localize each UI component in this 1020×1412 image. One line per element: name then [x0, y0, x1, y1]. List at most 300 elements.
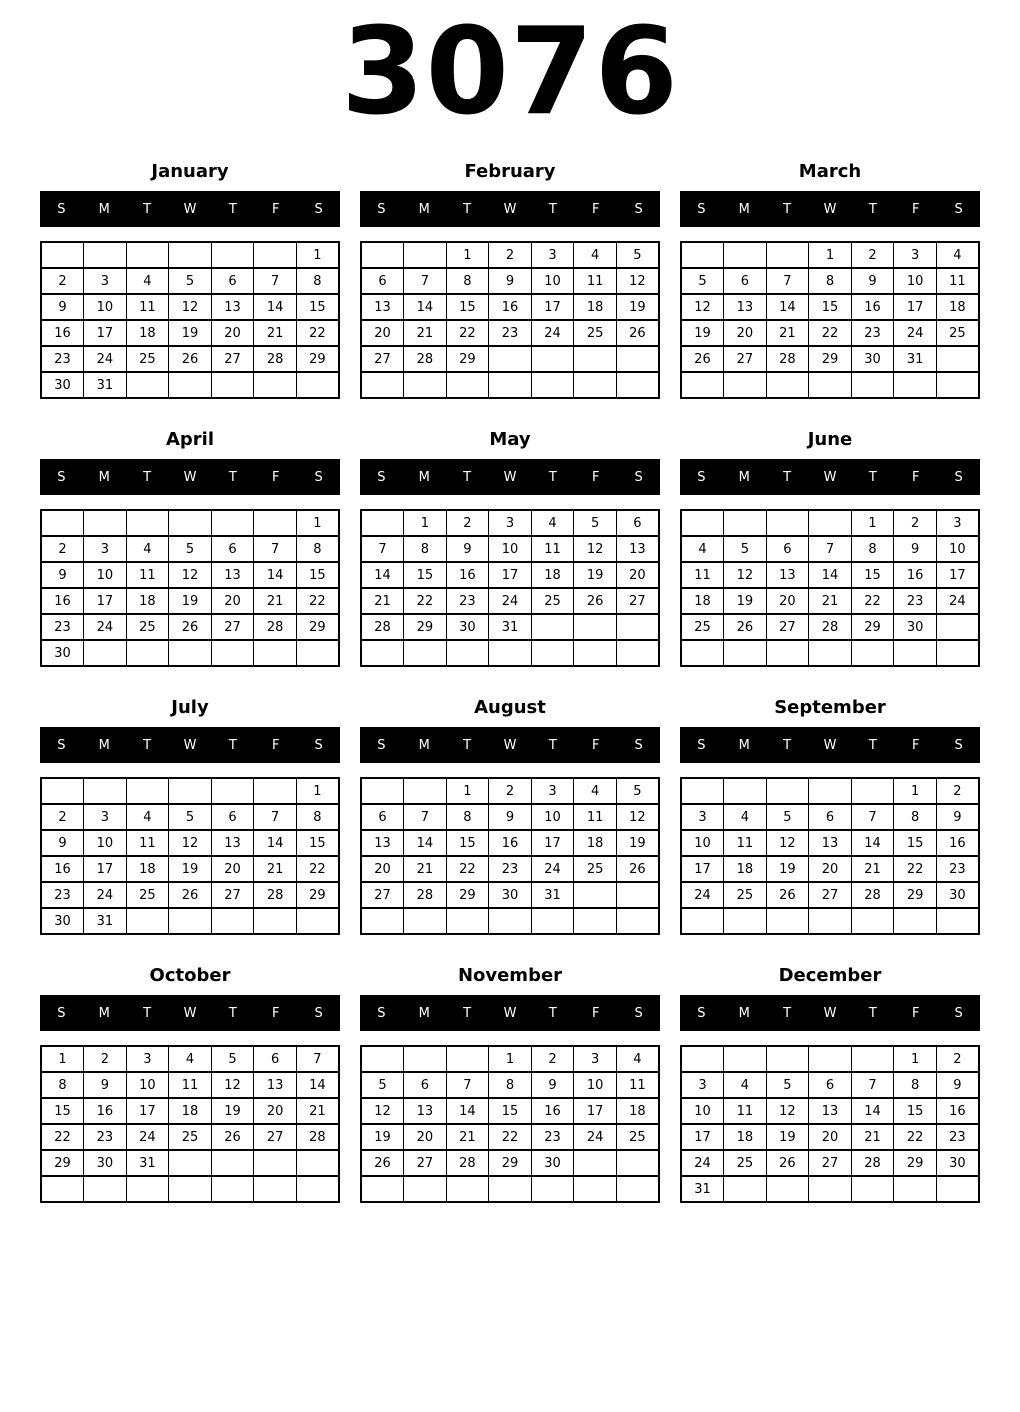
date-cell: 20 [211, 320, 254, 346]
date-cell: 2 [489, 242, 532, 268]
date-cell: 26 [169, 346, 212, 372]
date-cell: 22 [489, 1124, 532, 1150]
empty-date-cell [211, 242, 254, 268]
date-cell: 17 [681, 1124, 724, 1150]
date-cell: 25 [724, 1150, 767, 1176]
months-grid [40, 157, 980, 1203]
date-cell: 13 [211, 830, 254, 856]
empty-date-cell [574, 1176, 617, 1202]
date-cell: 20 [809, 1124, 852, 1150]
date-cell: 25 [616, 1124, 659, 1150]
weekday-cell: T [783, 469, 792, 485]
date-cell: 12 [169, 294, 212, 320]
date-cell: 25 [574, 320, 617, 346]
month-grid [680, 1045, 980, 1203]
date-cell: 18 [531, 562, 574, 588]
date-cell: 24 [84, 882, 127, 908]
date-cell: 12 [169, 830, 212, 856]
date-cell: 1 [489, 1046, 532, 1072]
date-cell: 10 [489, 536, 532, 562]
date-cell: 11 [616, 1072, 659, 1098]
date-cell: 15 [489, 1098, 532, 1124]
date-cell: 17 [574, 1098, 617, 1124]
date-cell: 3 [681, 1072, 724, 1098]
date-cell: 1 [296, 242, 339, 268]
empty-date-cell [616, 372, 659, 398]
week-row [41, 510, 339, 536]
weekday-header [360, 995, 660, 1031]
date-cell: 9 [41, 830, 84, 856]
month-title: May [489, 429, 531, 450]
week-row [41, 536, 339, 562]
month-june [680, 425, 980, 667]
weekday-cell: S [954, 469, 963, 485]
weekday-cell: T [783, 1005, 792, 1021]
date-cell: 19 [616, 830, 659, 856]
date-cell: 9 [936, 804, 979, 830]
date-cell: 14 [404, 294, 447, 320]
date-cell: 11 [724, 1098, 767, 1124]
empty-date-cell [254, 1176, 297, 1202]
date-cell: 1 [809, 242, 852, 268]
week-row [41, 1124, 339, 1150]
weekday-cell: F [271, 201, 280, 217]
date-cell: 2 [851, 242, 894, 268]
empty-date-cell [361, 242, 404, 268]
date-cell: 7 [254, 536, 297, 562]
weekday-cell: T [143, 201, 152, 217]
date-cell: 4 [936, 242, 979, 268]
date-cell: 18 [681, 588, 724, 614]
empty-date-cell [254, 908, 297, 934]
date-cell: 27 [724, 346, 767, 372]
date-cell: 9 [489, 268, 532, 294]
date-cell: 25 [126, 614, 169, 640]
week-row [41, 268, 339, 294]
week-row [41, 778, 339, 804]
date-cell: 11 [574, 268, 617, 294]
month-title: September [774, 697, 886, 718]
date-cell: 2 [446, 510, 489, 536]
empty-date-cell [809, 640, 852, 666]
date-cell: 3 [894, 242, 937, 268]
date-cell: 18 [126, 856, 169, 882]
date-cell: 18 [126, 588, 169, 614]
month-november [360, 961, 660, 1203]
date-cell: 7 [809, 536, 852, 562]
week-row [361, 856, 659, 882]
date-cell: 1 [894, 778, 937, 804]
weekday-cell: S [634, 737, 643, 753]
date-cell: 12 [211, 1072, 254, 1098]
date-cell: 5 [211, 1046, 254, 1072]
empty-date-cell [724, 1046, 767, 1072]
date-cell: 19 [766, 1124, 809, 1150]
week-row [361, 778, 659, 804]
date-cell: 26 [169, 614, 212, 640]
date-cell: 10 [84, 562, 127, 588]
weekday-header [360, 727, 660, 763]
week-row [41, 320, 339, 346]
date-cell: 15 [296, 294, 339, 320]
empty-date-cell [531, 372, 574, 398]
date-cell: 6 [361, 804, 404, 830]
date-cell: 20 [766, 588, 809, 614]
weekday-cell: T [143, 469, 152, 485]
week-row [361, 882, 659, 908]
weekday-header [360, 459, 660, 495]
weekday-cell: M [98, 201, 110, 217]
date-cell: 21 [254, 856, 297, 882]
date-cell: 9 [41, 562, 84, 588]
month-title: December [778, 965, 882, 986]
date-cell: 7 [296, 1046, 339, 1072]
week-row [361, 588, 659, 614]
date-cell: 24 [531, 856, 574, 882]
date-cell: 26 [574, 588, 617, 614]
empty-date-cell [126, 510, 169, 536]
date-cell: 23 [41, 882, 84, 908]
week-row [681, 346, 979, 372]
week-row [681, 372, 979, 398]
date-cell: 11 [936, 268, 979, 294]
week-row [41, 372, 339, 398]
date-cell: 16 [936, 1098, 979, 1124]
weekday-header [40, 191, 340, 227]
date-cell: 7 [404, 804, 447, 830]
empty-date-cell [531, 908, 574, 934]
date-cell: 14 [404, 830, 447, 856]
week-row [361, 1150, 659, 1176]
date-cell: 9 [489, 804, 532, 830]
date-cell: 4 [681, 536, 724, 562]
date-cell: 3 [489, 510, 532, 536]
empty-date-cell [84, 1176, 127, 1202]
date-cell: 21 [254, 588, 297, 614]
date-cell: 17 [84, 588, 127, 614]
date-cell: 2 [41, 536, 84, 562]
month-september [680, 693, 980, 935]
date-cell: 25 [574, 856, 617, 882]
date-cell: 17 [489, 562, 532, 588]
week-row [361, 1046, 659, 1072]
date-cell: 23 [41, 614, 84, 640]
date-cell: 5 [766, 804, 809, 830]
date-cell: 8 [41, 1072, 84, 1098]
date-cell: 29 [404, 614, 447, 640]
month-may [360, 425, 660, 667]
empty-date-cell [84, 242, 127, 268]
weekday-cell: S [377, 1005, 386, 1021]
empty-date-cell [446, 908, 489, 934]
month-july [40, 693, 340, 935]
weekday-cell: F [911, 1005, 920, 1021]
empty-date-cell [681, 908, 724, 934]
date-cell: 23 [936, 856, 979, 882]
empty-date-cell [404, 778, 447, 804]
date-cell: 5 [766, 1072, 809, 1098]
date-cell: 27 [809, 882, 852, 908]
date-cell: 4 [574, 242, 617, 268]
empty-date-cell [169, 372, 212, 398]
date-cell: 29 [809, 346, 852, 372]
date-cell: 31 [894, 346, 937, 372]
week-row [41, 294, 339, 320]
date-cell: 28 [446, 1150, 489, 1176]
empty-date-cell [681, 372, 724, 398]
empty-date-cell [851, 1176, 894, 1202]
date-cell: 17 [894, 294, 937, 320]
date-cell: 6 [809, 804, 852, 830]
date-cell: 29 [296, 614, 339, 640]
empty-date-cell [489, 640, 532, 666]
date-cell: 25 [936, 320, 979, 346]
date-cell: 18 [724, 856, 767, 882]
week-row [361, 562, 659, 588]
date-cell: 15 [296, 562, 339, 588]
date-cell: 24 [574, 1124, 617, 1150]
weekday-cell: S [954, 201, 963, 217]
empty-date-cell [724, 640, 767, 666]
date-cell: 6 [254, 1046, 297, 1072]
weekday-cell: M [738, 469, 750, 485]
weekday-cell: T [868, 201, 877, 217]
date-cell: 11 [531, 536, 574, 562]
empty-date-cell [254, 510, 297, 536]
date-cell: 26 [211, 1124, 254, 1150]
date-cell: 6 [809, 1072, 852, 1098]
date-cell: 24 [489, 588, 532, 614]
date-cell: 12 [574, 536, 617, 562]
empty-date-cell [851, 908, 894, 934]
empty-date-cell [616, 640, 659, 666]
empty-date-cell [851, 640, 894, 666]
week-row [361, 830, 659, 856]
date-cell: 15 [894, 1098, 937, 1124]
date-cell: 31 [531, 882, 574, 908]
empty-date-cell [724, 908, 767, 934]
date-cell: 27 [361, 882, 404, 908]
date-cell: 17 [84, 320, 127, 346]
date-cell: 23 [41, 346, 84, 372]
date-cell: 13 [724, 294, 767, 320]
date-cell: 23 [84, 1124, 127, 1150]
date-cell: 31 [489, 614, 532, 640]
date-cell: 18 [616, 1098, 659, 1124]
empty-date-cell [574, 640, 617, 666]
date-cell: 30 [41, 908, 84, 934]
date-cell: 22 [894, 1124, 937, 1150]
empty-date-cell [404, 640, 447, 666]
empty-date-cell [809, 908, 852, 934]
week-row [41, 242, 339, 268]
date-cell: 16 [446, 562, 489, 588]
date-cell: 12 [361, 1098, 404, 1124]
date-cell: 12 [616, 804, 659, 830]
date-cell: 30 [894, 614, 937, 640]
week-row [681, 856, 979, 882]
date-cell: 1 [296, 510, 339, 536]
date-cell: 4 [126, 804, 169, 830]
week-row [361, 372, 659, 398]
date-cell: 13 [616, 536, 659, 562]
date-cell: 28 [254, 882, 297, 908]
week-row [41, 1150, 339, 1176]
date-cell: 11 [126, 830, 169, 856]
week-row [681, 1124, 979, 1150]
date-cell: 19 [616, 294, 659, 320]
date-cell: 8 [809, 268, 852, 294]
date-cell: 6 [404, 1072, 447, 1098]
week-row [681, 640, 979, 666]
weekday-cell: T [143, 737, 152, 753]
date-cell: 25 [724, 882, 767, 908]
date-cell: 15 [404, 562, 447, 588]
date-cell: 10 [84, 830, 127, 856]
date-cell: 27 [616, 588, 659, 614]
date-cell: 1 [41, 1046, 84, 1072]
weekday-cell: W [503, 737, 517, 753]
month-title: November [457, 965, 563, 986]
weekday-cell: M [418, 469, 430, 485]
week-row [361, 1098, 659, 1124]
week-row [41, 1046, 339, 1072]
date-cell: 3 [681, 804, 724, 830]
date-cell: 7 [766, 268, 809, 294]
weekday-cell: S [634, 1005, 643, 1021]
weekday-cell: M [418, 201, 430, 217]
date-cell: 16 [489, 830, 532, 856]
date-cell: 16 [41, 856, 84, 882]
date-cell: 16 [41, 320, 84, 346]
date-cell: 21 [446, 1124, 489, 1150]
date-cell: 30 [936, 1150, 979, 1176]
week-row [361, 536, 659, 562]
date-cell: 15 [446, 830, 489, 856]
date-cell: 18 [936, 294, 979, 320]
empty-date-cell [766, 908, 809, 934]
date-cell: 6 [766, 536, 809, 562]
empty-date-cell [126, 778, 169, 804]
week-row [41, 1098, 339, 1124]
date-cell: 21 [851, 1124, 894, 1150]
week-row [681, 320, 979, 346]
month-title: June [807, 429, 853, 450]
date-cell: 11 [681, 562, 724, 588]
date-cell: 1 [446, 778, 489, 804]
date-cell: 16 [936, 830, 979, 856]
week-row [681, 268, 979, 294]
weekday-cell: T [228, 1005, 237, 1021]
date-cell: 5 [616, 242, 659, 268]
date-cell: 22 [446, 856, 489, 882]
empty-date-cell [489, 346, 532, 372]
date-cell: 5 [169, 268, 212, 294]
month-title: April [165, 429, 215, 450]
empty-date-cell [489, 1176, 532, 1202]
week-row [41, 640, 339, 666]
month-december [680, 961, 980, 1203]
month-grid [40, 777, 340, 935]
date-cell: 21 [254, 320, 297, 346]
weekday-cell: T [463, 201, 472, 217]
weekday-cell: F [911, 469, 920, 485]
empty-date-cell [724, 510, 767, 536]
empty-date-cell [489, 908, 532, 934]
date-cell: 21 [851, 856, 894, 882]
date-cell: 19 [724, 588, 767, 614]
empty-date-cell [361, 510, 404, 536]
date-cell: 29 [296, 882, 339, 908]
weekday-cell: S [697, 737, 706, 753]
weekday-cell: T [783, 737, 792, 753]
date-cell: 16 [894, 562, 937, 588]
date-cell: 4 [616, 1046, 659, 1072]
empty-date-cell [254, 1150, 297, 1176]
date-cell: 19 [574, 562, 617, 588]
date-cell: 14 [254, 830, 297, 856]
date-cell: 27 [211, 614, 254, 640]
weekday-cell: S [57, 469, 66, 485]
empty-date-cell [936, 614, 979, 640]
date-cell: 3 [531, 778, 574, 804]
empty-date-cell [724, 372, 767, 398]
date-cell: 12 [724, 562, 767, 588]
weekday-header [40, 727, 340, 763]
date-cell: 3 [84, 268, 127, 294]
date-cell: 5 [681, 268, 724, 294]
weekday-cell: T [548, 1005, 557, 1021]
weekday-cell: S [314, 469, 323, 485]
week-row [41, 562, 339, 588]
empty-date-cell [404, 1176, 447, 1202]
date-cell: 21 [404, 856, 447, 882]
empty-date-cell [361, 1046, 404, 1072]
empty-date-cell [851, 372, 894, 398]
date-cell: 13 [211, 562, 254, 588]
week-row [681, 804, 979, 830]
month-october [40, 961, 340, 1203]
date-cell: 28 [404, 882, 447, 908]
date-cell: 3 [531, 242, 574, 268]
date-cell: 10 [531, 804, 574, 830]
date-cell: 23 [489, 320, 532, 346]
weekday-header [40, 459, 340, 495]
date-cell: 19 [681, 320, 724, 346]
empty-date-cell [84, 640, 127, 666]
empty-date-cell [211, 1150, 254, 1176]
date-cell: 30 [84, 1150, 127, 1176]
year-title: 3076 [341, 3, 679, 142]
date-cell: 27 [211, 346, 254, 372]
month-grid [680, 241, 980, 399]
date-cell: 9 [446, 536, 489, 562]
date-cell: 18 [574, 830, 617, 856]
empty-date-cell [169, 908, 212, 934]
date-cell: 20 [809, 856, 852, 882]
weekday-cell: S [377, 469, 386, 485]
date-cell: 23 [894, 588, 937, 614]
weekday-cell: M [418, 1005, 430, 1021]
empty-date-cell [211, 778, 254, 804]
date-cell: 11 [126, 294, 169, 320]
date-cell: 29 [446, 346, 489, 372]
date-cell: 26 [361, 1150, 404, 1176]
date-cell: 22 [894, 856, 937, 882]
week-row [681, 1098, 979, 1124]
empty-date-cell [254, 372, 297, 398]
weekday-cell: S [697, 469, 706, 485]
